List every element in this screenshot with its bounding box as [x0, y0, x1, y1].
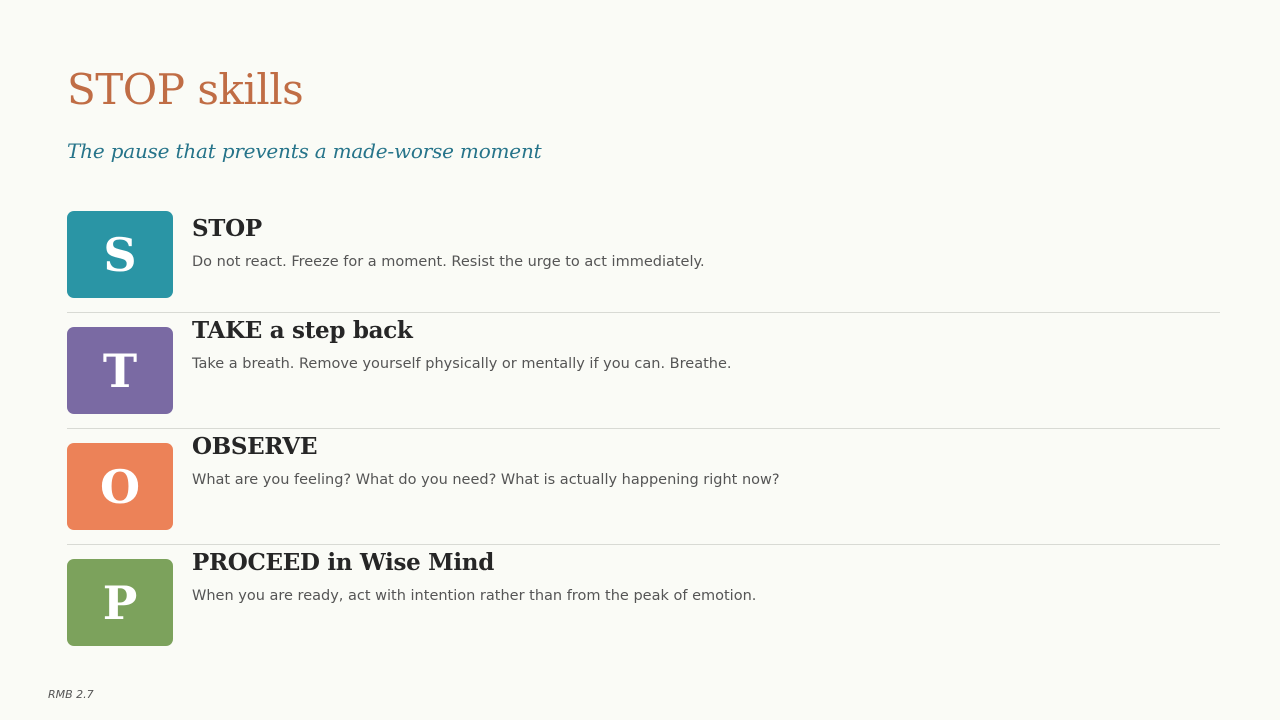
letter-badge-s: S [67, 211, 173, 298]
stop-steps-list [67, 211, 1220, 660]
step-description: When you are ready, act with intention rather than from the peak of emotion. [192, 588, 757, 604]
page-subtitle: The pause that prevents a made-worse moment [67, 139, 542, 163]
step-description: Do not react. Freeze for a moment. Resist the urge to act immediately. [192, 254, 705, 270]
letter-badge-t: T [67, 327, 173, 414]
step-row-proceed [67, 544, 1220, 660]
step-title: STOP [192, 215, 262, 242]
step-row-observe [67, 428, 1220, 544]
letter-badge-p: P [67, 559, 173, 646]
step-row-stop [67, 211, 1220, 312]
letter-badge-o: O [67, 443, 173, 530]
page-title: STOP skills [67, 65, 304, 114]
slide-footer-label: RMB 2.7 [48, 688, 94, 701]
step-description: What are you feeling? What do you need? What is actually happening right now? [192, 472, 780, 488]
step-title: TAKE a step back [192, 317, 413, 344]
step-title: OBSERVE [192, 433, 318, 460]
step-title: PROCEED in Wise Mind [192, 549, 494, 576]
step-description: Take a breath. Remove yourself physically or mentally if you can. Breathe. [192, 356, 732, 372]
step-row-take [67, 312, 1220, 428]
